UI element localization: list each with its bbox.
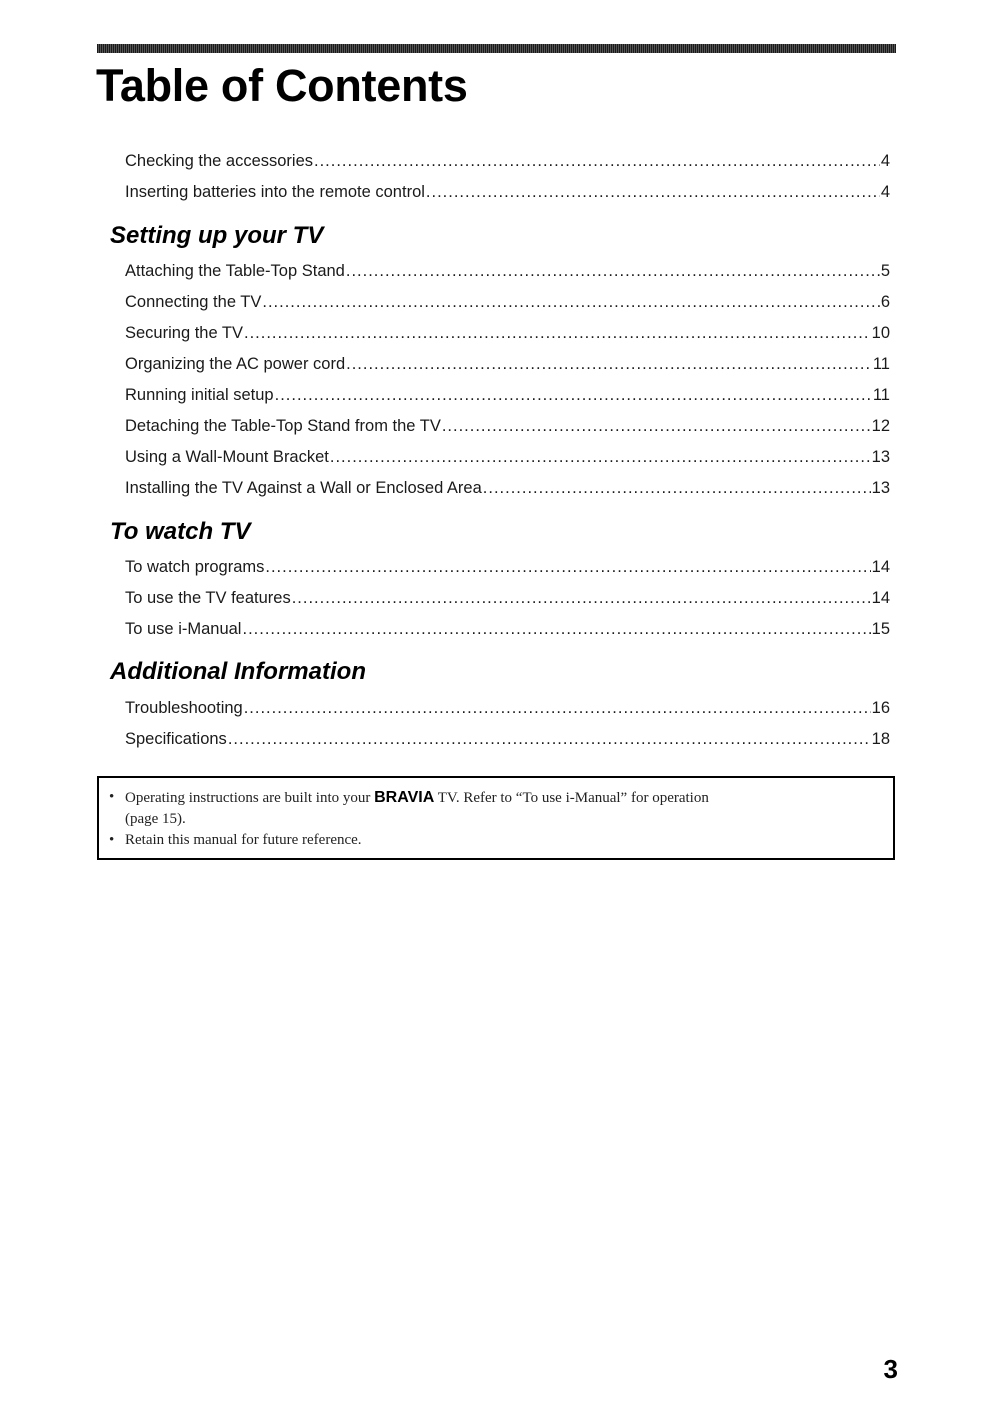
toc-entry-inserting-batteries[interactable] xyxy=(125,181,890,203)
dot-leader xyxy=(262,291,879,313)
toc-entry-tv-features[interactable] xyxy=(125,587,890,609)
dot-leader xyxy=(442,415,871,437)
toc-entry-wall-mount-bracket[interactable] xyxy=(125,446,890,468)
page-number: 3 xyxy=(883,1354,898,1384)
note-text: Operating instructions are built into your xyxy=(125,790,375,806)
toc-entry-title: Running initial setup xyxy=(125,386,274,404)
toc-entry-title: Attaching the Table-Top Stand xyxy=(125,262,345,280)
toc-entry-page: 12 xyxy=(871,417,890,435)
note-text-continuation: (page 15). xyxy=(125,811,186,827)
toc-entry-specifications[interactable] xyxy=(125,728,890,750)
toc-entry-title: To use the TV features xyxy=(125,589,291,607)
toc-entry-connecting-tv[interactable] xyxy=(125,291,890,313)
toc-entry-page: 4 xyxy=(880,152,890,170)
dot-leader xyxy=(228,728,871,750)
toc-entry-page: 5 xyxy=(880,262,890,280)
dot-leader xyxy=(314,150,880,172)
toc-entry-attaching-stand[interactable] xyxy=(125,260,890,282)
toc-entry-title: Connecting the TV xyxy=(125,293,262,311)
section-heading-to-watch-tv: To watch TV xyxy=(110,518,251,545)
toc-entry-page: 14 xyxy=(871,558,890,576)
bullet-marker: • xyxy=(109,789,115,805)
toc-entry-page: 18 xyxy=(871,730,890,748)
toc-entry-page: 6 xyxy=(880,293,890,311)
dot-leader xyxy=(244,322,871,344)
toc-entry-title: Inserting batteries into the remote control xyxy=(125,183,425,201)
toc-entry-initial-setup[interactable] xyxy=(125,384,890,406)
toc-entry-watch-programs[interactable] xyxy=(125,556,890,578)
toc-entry-title: Securing the TV xyxy=(125,324,244,342)
section-heading-setting-up: Setting up your TV xyxy=(110,222,324,249)
toc-entry-installing-against-wall[interactable] xyxy=(125,477,890,499)
dot-leader xyxy=(483,477,871,499)
toc-entry-title: Checking the accessories xyxy=(125,152,314,170)
note-text: TV. Refer to “To use i-Manual” for operation xyxy=(434,790,709,806)
section-heading-additional-information: Additional Information xyxy=(110,658,366,685)
dot-leader xyxy=(265,556,870,578)
note-text: Retain this manual for future reference. xyxy=(125,832,362,848)
toc-entry-organizing-power-cord[interactable] xyxy=(125,353,890,375)
toc-entry-title: Specifications xyxy=(125,730,227,748)
notes-list xyxy=(109,787,869,851)
dot-leader xyxy=(346,260,880,282)
bullet-marker: • xyxy=(109,832,115,848)
notes-box xyxy=(97,776,895,860)
toc-entry-page: 11 xyxy=(872,386,890,404)
toc-entry-title: Using a Wall-Mount Bracket xyxy=(125,448,329,466)
header-rule xyxy=(97,44,896,53)
toc-entry-checking-accessories[interactable] xyxy=(125,150,890,172)
dot-leader xyxy=(292,587,871,609)
toc-entry-page: 16 xyxy=(871,699,890,717)
dot-leader xyxy=(330,446,871,468)
toc-entry-page: 11 xyxy=(872,355,890,373)
toc-entry-page: 15 xyxy=(871,620,890,638)
toc-entry-securing-tv[interactable] xyxy=(125,322,890,344)
toc-entry-troubleshooting[interactable] xyxy=(125,697,890,719)
toc-entry-page: 14 xyxy=(871,589,890,607)
dot-leader xyxy=(275,384,872,406)
toc-entry-title: Troubleshooting xyxy=(125,699,243,717)
dot-leader xyxy=(244,697,871,719)
bravia-brand-text: BRAVIA xyxy=(374,789,435,806)
toc-entry-page: 4 xyxy=(880,183,890,201)
toc-entry-title: Detaching the Table-Top Stand from the TV xyxy=(125,417,441,435)
toc-entry-page: 13 xyxy=(871,448,890,466)
toc-entry-title: Organizing the AC power cord xyxy=(125,355,346,373)
toc-entry-title: To watch programs xyxy=(125,558,265,576)
toc-entry-title: To use i-Manual xyxy=(125,620,242,638)
toc-entry-page: 10 xyxy=(871,324,890,342)
dot-leader xyxy=(242,618,870,640)
note-item-operating-instructions xyxy=(109,787,869,830)
toc-entry-page: 13 xyxy=(871,479,890,497)
toc-entry-detaching-stand[interactable] xyxy=(125,415,890,437)
note-item-retain-manual xyxy=(109,830,869,851)
toc-entry-i-manual[interactable] xyxy=(125,618,890,640)
dot-leader xyxy=(346,353,872,375)
dot-leader xyxy=(426,181,880,203)
toc-entry-title: Installing the TV Against a Wall or Enclosed Area xyxy=(125,479,482,497)
page-title: Table of Contents xyxy=(96,60,468,111)
